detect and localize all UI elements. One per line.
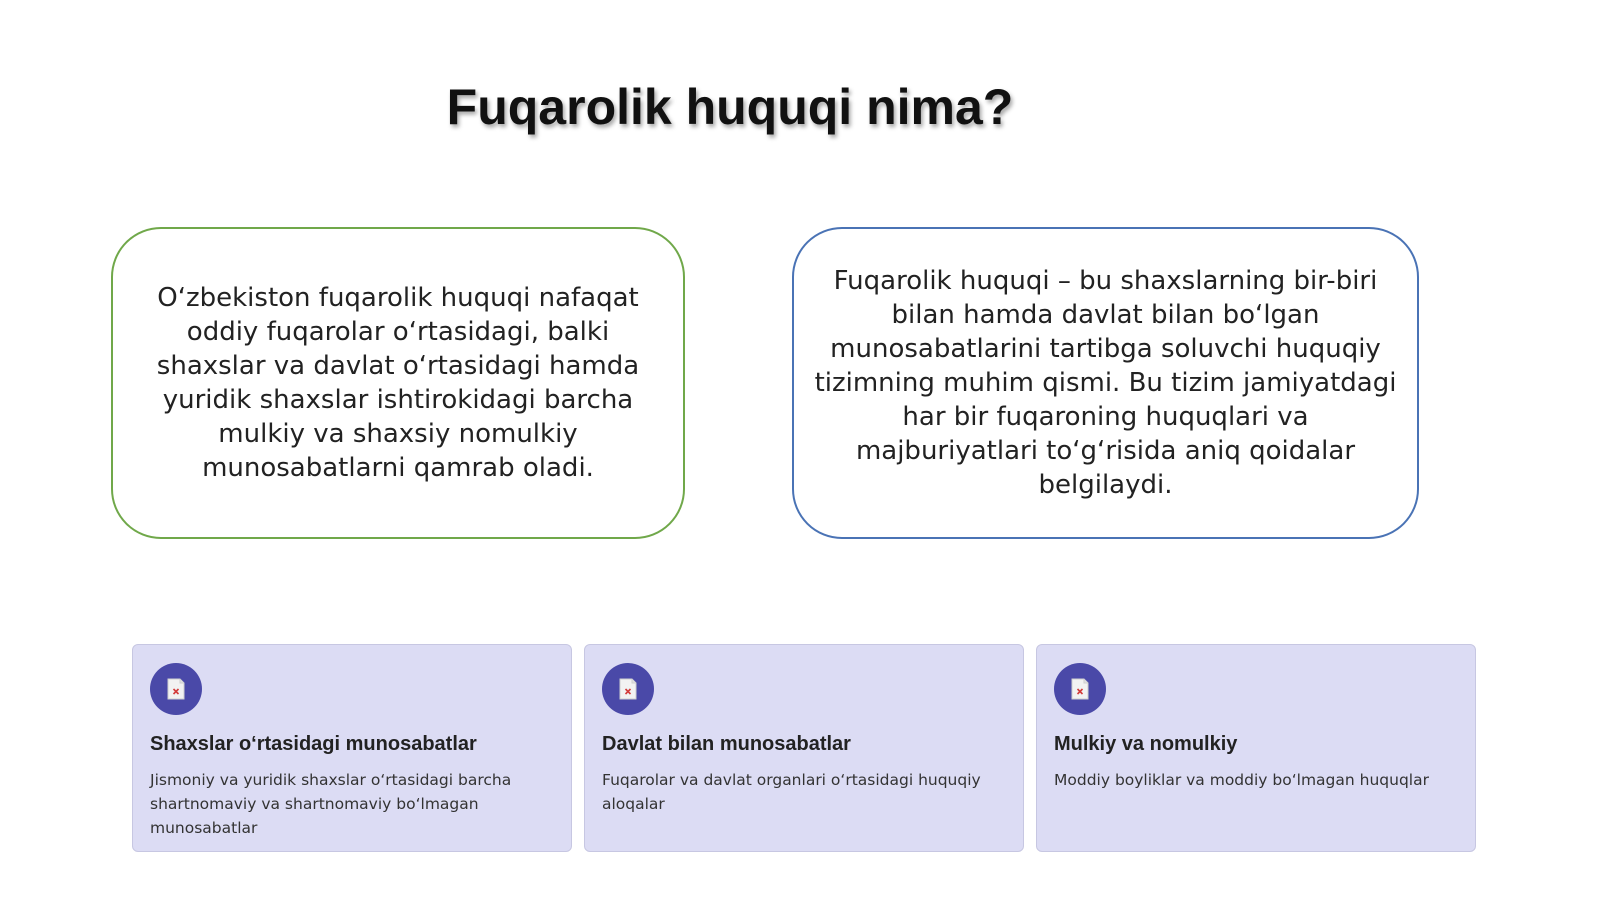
broken-image-icon (1054, 663, 1106, 715)
broken-image-icon (602, 663, 654, 715)
right-text-box (792, 227, 1419, 539)
card-text: Jismoniy va yuridik shaxslar o‘rtasidagi barcha shartnomaviy va shartnomaviy bo‘lmagan munosabatlar (150, 771, 512, 837)
slide-title: Fuqarolik huquqi nima? (446, 79, 1014, 135)
broken-image-icon (150, 663, 202, 715)
card-mulkiy (1036, 644, 1476, 852)
card-title: Davlat bilan munosabatlar (602, 733, 851, 755)
card-title: Shaxslar o‘rtasidagi munosabatlar (150, 733, 477, 755)
card-text: Moddiy boyliklar va moddiy bo‘lmagan huquqlar (1054, 771, 1429, 789)
left-box-text: O‘zbekiston fuqarolik huquqi nafaqat oddiy fuqarolar o‘rtasidagi, balki shaxslar va davlat o‘rtasidagi hamda yuridik shaxslar ishtirokidagi barcha mulkiy va shaxsiy nomulkiy munosabatlarni qamrab oladi. (156, 283, 640, 483)
card-shaxslar (132, 644, 572, 852)
card-davlat (584, 644, 1024, 852)
card-text: Fuqarolar va davlat organlari o‘rtasidagi huquqiy aloqalar (602, 771, 981, 813)
card-title: Mulkiy va nomulkiy (1054, 733, 1238, 755)
left-text-box (111, 227, 685, 539)
right-box-text: Fuqarolik huquqi – bu shaxslarning bir-biri bilan hamda davlat bilan bo‘lgan munosabatlarini tartibga soluvchi huquqiy tizimning muhim qismi. Bu tizim jamiyatdagi har bir fuqaroning huquqlari va majburiyatlari to‘g‘risida aniq qoidalar belgilaydi. (814, 266, 1397, 500)
